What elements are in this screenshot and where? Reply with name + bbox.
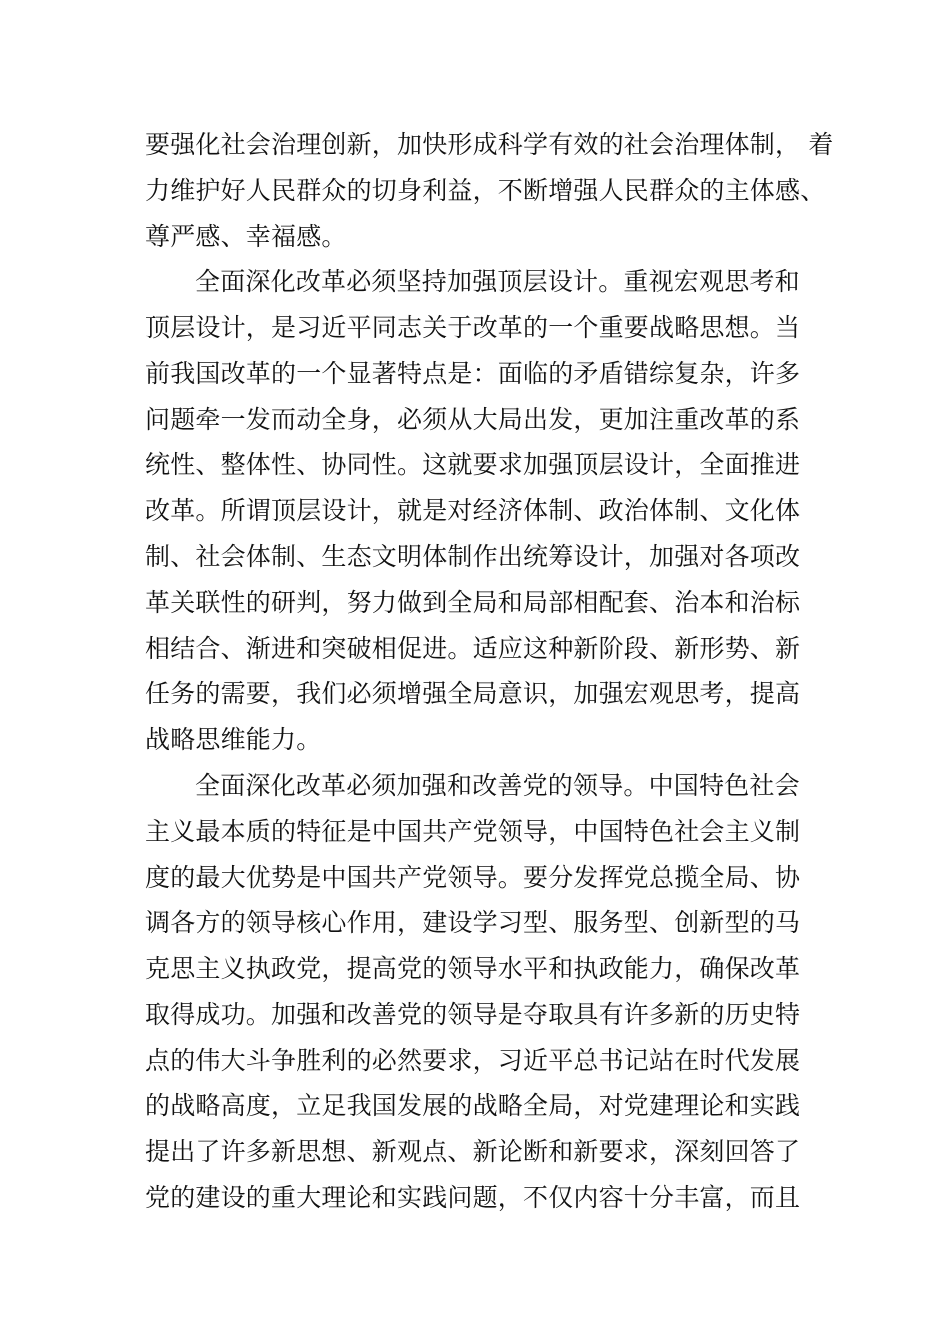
text-line: 相结合、渐进和突破相促进。适应这种新阶段、新形势、新 (145, 634, 801, 663)
text-line: 统性、整体性、协同性。这就要求加强顶层设计，全面推进 (145, 450, 801, 479)
text-line: 顶层设计，是习近平同志关于改革的一个重要战略思想。当 (145, 313, 801, 342)
text-line: 克思主义执政党，提高党的领导水平和执政能力，确保改革 (145, 954, 801, 983)
text-line: 度的最大优势是中国共产党领导。要分发挥党总揽全局、协 (145, 863, 801, 892)
text-line: 制、社会体制、生态文明体制作出统筹设计，加强对各项改 (145, 542, 801, 571)
text-line: 提出了许多新思想、新观点、新论断和新要求，深刻回答了 (145, 1137, 801, 1166)
text-line: 主义最本质的特征是中国共产党领导，中国特色社会主义制 (145, 817, 801, 846)
text-line: 点的伟大斗争胜利的必然要求，习近平总书记站在时代发展 (145, 1046, 801, 1075)
text-line: 问题牵一发而动全身，必须从大局出发，更加注重改革的系 (145, 405, 801, 434)
paragraph-first-line: 全面深化改革必须坚持加强顶层设计。重视宏观思考和 (195, 267, 800, 296)
text-line: 的战略高度，立足我国发展的战略全局，对党建理论和实践 (145, 1091, 801, 1120)
text-line: 前我国改革的一个显著特点是：面临的矛盾错综复杂，许多 (145, 359, 801, 388)
text-line: 战略思维能力。 (145, 725, 322, 754)
text-line: 党的建设的重大理论和实践问题，不仅内容十分丰富，而且 (145, 1183, 801, 1212)
text-line: 调各方的领导核心作用，建设学习型、服务型、创新型的马 (145, 908, 801, 937)
paragraph-first-line: 全面深化改革必须加强和改善党的领导。中国特色社会 (195, 771, 800, 800)
text-line: 改革。所谓顶层设计，就是对经济体制、政治体制、文化体 (145, 496, 801, 525)
text-line: 取得成功。加强和改善党的领导是夺取具有许多新的历史特 (145, 1000, 801, 1029)
text-line: 尊严感、幸福感。 (145, 222, 347, 251)
text-line: 力维护好人民群众的切身利益，不断增强人民群众的主体感、 (145, 176, 826, 205)
text-line: 任务的需要，我们必须增强全局意识，加强宏观思考，提高 (145, 679, 801, 708)
text-line: 要强化社会治理创新，加快形成科学有效的社会治理体制， 着 (145, 130, 834, 159)
text-line: 革关联性的研判，努力做到全局和局部相配套、治本和治标 (145, 588, 801, 617)
